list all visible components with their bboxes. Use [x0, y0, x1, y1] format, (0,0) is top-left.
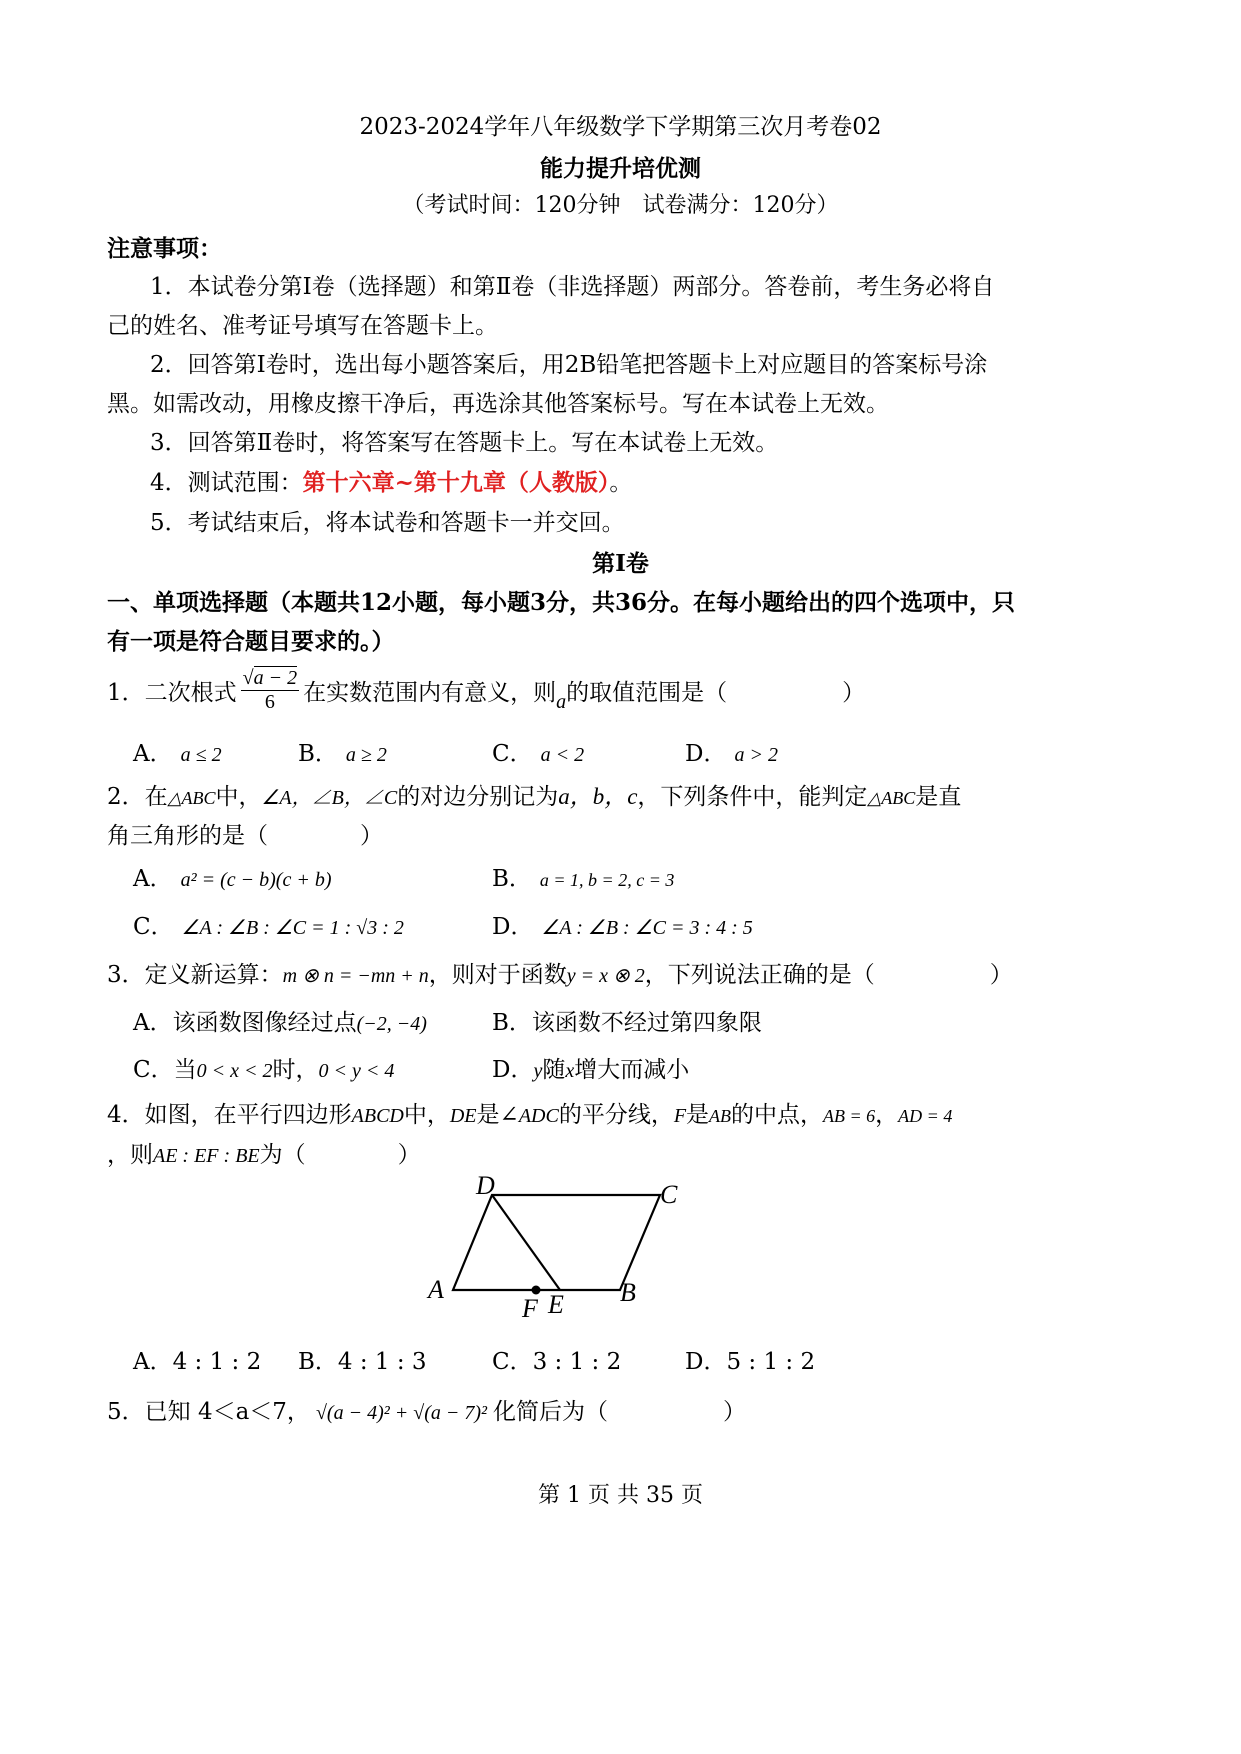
q1-middle: 在实数范围内有意义，则: [303, 679, 557, 706]
q1-fraction: [241, 667, 299, 714]
exam-info: （考试时间：120分钟 试卷满分：120分）: [402, 193, 839, 218]
test-scope: 第十六章~第十九章（人教版）: [302, 469, 610, 496]
q3-function: y = x ⊗ 2: [566, 965, 645, 987]
q3-option-b[interactable]: B．该函数不经过第四象限: [492, 1010, 762, 1036]
q1-option-a[interactable]: A． a ≤ 2: [133, 741, 222, 767]
notice-heading: 注意事项：: [107, 235, 222, 262]
notice-item-2b: 黑。如需改动，用橡皮擦干净后，再选涂其他答案标号。写在本试卷上无效。: [107, 391, 889, 417]
notice-item-5: 5．考试结束后，将本试卷和答题卡一并交回。: [150, 510, 625, 536]
q1-prefix: 1．二次根式: [107, 679, 237, 706]
label-b: B: [620, 1278, 636, 1307]
q1-option-b[interactable]: B． a ≥ 2: [298, 741, 387, 767]
parallelogram-abcd: [453, 1195, 660, 1290]
q2-option-c[interactable]: C． ∠A : ∠B : ∠C = 1 : √3 : 2: [133, 914, 404, 940]
q3-option-d[interactable]: D．y随x增大而减小: [492, 1057, 690, 1083]
parallelogram-figure: [420, 1170, 700, 1330]
q5-expression: √(a − 4)² + √(a − 7)²: [315, 1402, 488, 1424]
exam-subtitle: 能力提升培优测: [540, 155, 701, 182]
q1-option-c[interactable]: C． a < 2: [492, 741, 585, 767]
question-4-line2: ，则AE : EF : BE为（ ）: [107, 1142, 421, 1168]
q2-option-a[interactable]: A． a² = (c − b)(c + b): [133, 866, 332, 892]
label-e: E: [548, 1290, 564, 1319]
notice-item-4-prefix: 4．测试范围：: [150, 470, 303, 496]
q4-option-b[interactable]: B．4 : 1 : 3: [298, 1349, 427, 1375]
q3-option-c[interactable]: C．当0 < x < 2时，0 < y < 4: [133, 1057, 395, 1083]
question-2-line1: 2．在△ABC中，∠A，∠B，∠C的对边分别记为a，b，c，下列条件中，能判定△ABC是直: [107, 784, 962, 810]
q4-option-a[interactable]: A．4 : 1 : 2: [133, 1349, 262, 1375]
exam-title: 2023-2024学年八年级数学下学期第三次月考卷02: [359, 114, 882, 140]
page-footer: 第 1 页 共 35 页: [538, 1483, 703, 1508]
segment-de: [492, 1195, 560, 1290]
section-heading-line2: 有一项是符合题目要求的。）: [107, 628, 395, 655]
label-d: D: [476, 1171, 495, 1200]
label-f: F: [522, 1294, 538, 1323]
q3-option-a[interactable]: A．该函数图像经过点(−2, −4): [133, 1010, 427, 1036]
q1-var: a: [556, 690, 567, 713]
q2-option-d[interactable]: D． ∠A : ∠B : ∠C = 3 : 4 : 5: [492, 914, 753, 940]
volume-heading: 第Ⅰ卷: [592, 550, 649, 577]
notice-item-1b: 己的姓名、准考证号填写在答题卡上。: [107, 313, 498, 339]
q3-definition: m ⊗ n = −mn + n: [282, 965, 429, 987]
q1-frac-denominator: 6: [264, 690, 275, 713]
label-a: A: [428, 1275, 444, 1304]
question-3: 3．定义新运算：m ⊗ n = −mn + n，则对于函数y = x ⊗ 2，下列说法正确的是（ ）: [107, 962, 1013, 988]
triangle-abc: △ABC: [167, 788, 216, 808]
q1-suffix: 的取值范围是（ ）: [566, 679, 866, 706]
question-2-line2: 角三角形的是（ ）: [107, 823, 383, 849]
notice-item-3: 3．回答第Ⅱ卷时，将答案写在答题卡上。写在本试卷上无效。: [150, 430, 779, 456]
q2-option-b[interactable]: B． a = 1, b = 2, c = 3: [492, 866, 675, 892]
notice-item-1a: 1．本试卷分第Ⅰ卷（选择题）和第Ⅱ卷（非选择题）两部分。答卷前，考生务必将自: [150, 274, 995, 300]
question-4-line1: 4．如图，在平行四边形ABCD中，DE是∠ADC的平分线，F是AB的中点，AB = 6，AD = 4: [107, 1102, 953, 1128]
label-c: C: [660, 1180, 678, 1209]
question-5: 5．已知 4＜a＜7， √(a − 4)² + √(a − 7)² 化简后为（ ）: [107, 1399, 747, 1425]
notice-item-2a: 2．回答第Ⅰ卷时，选出每小题答案后，用2B铅笔把答题卡上对应题目的答案标号涂: [150, 352, 988, 378]
q1-option-d[interactable]: D． a > 2: [685, 741, 778, 767]
q4-option-d[interactable]: D．5 : 1 : 2: [685, 1349, 816, 1375]
notice-item-4: [150, 464, 632, 497]
q4-option-c[interactable]: C．3 : 1 : 2: [492, 1349, 622, 1375]
angles: ∠A，∠B，∠C: [261, 787, 398, 809]
question-1: [107, 662, 865, 718]
section-heading-line1: 一、单项选择题（本题共12小题，每小题3分，共36分。在每小题给出的四个选项中，只: [107, 589, 1016, 616]
q1-frac-numerator: √a − 2: [242, 666, 298, 689]
notice-item-4-suffix: 。: [609, 470, 633, 496]
